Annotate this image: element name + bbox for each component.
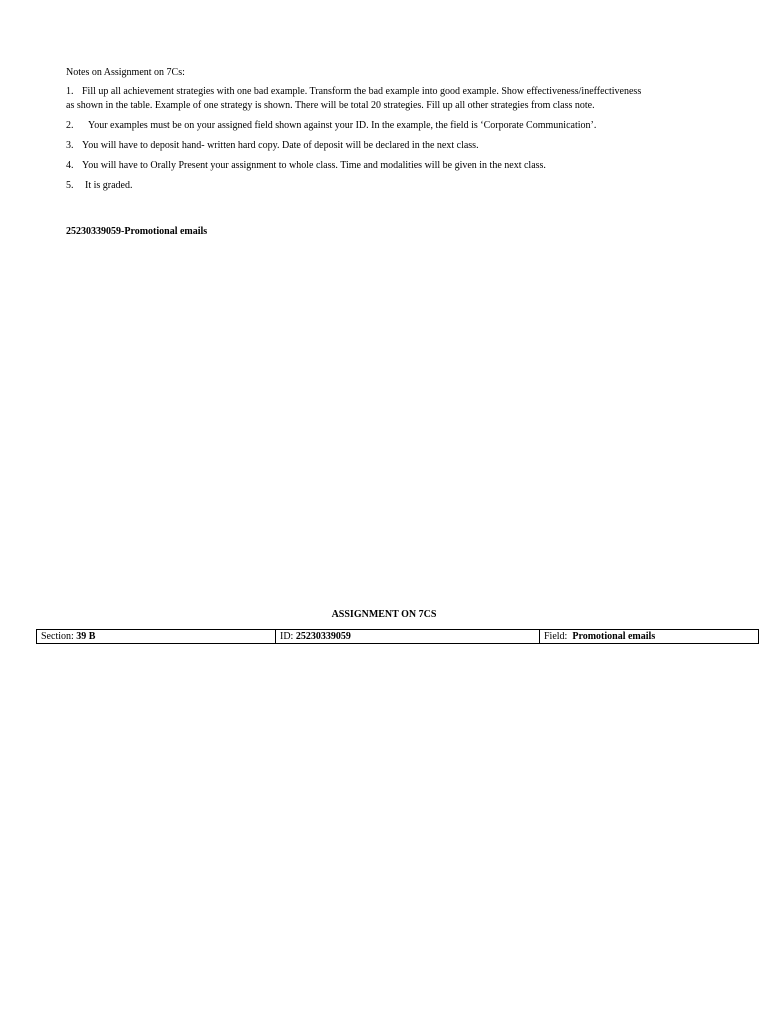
assignment-title: ASSIGNMENT ON 7CS [331,609,437,620]
note-text: You will have to Orally Present your assignment to whole class. Time and modalities will be given in the next class. [82,160,546,171]
section-label: Section: [41,631,74,642]
note-number: 1. [66,86,74,97]
assignment-info-table [36,629,759,644]
note-item-3 [66,139,706,153]
field-cell [540,630,759,644]
id-field-heading: 25230339059-Promotional emails [66,226,208,237]
note-text: It is graded. [85,180,133,191]
note-text: You will have to deposit hand- written hard copy. Date of deposit will be declared in the next class. [82,140,479,151]
note-item-4 [66,159,706,173]
note-text-continuation: as shown in the table. Example of one strategy is shown. There will be total 20 strategies. Fill up all other strategies from class note. [66,100,595,111]
note-item-2 [66,119,706,133]
note-number: 3. [66,140,74,151]
notes-title: Notes on Assignment on 7Cs: [66,67,185,78]
id-value: 25230339059 [295,631,351,642]
table-row [37,630,759,644]
note-number: 4. [66,160,74,171]
note-item-1 [66,85,706,113]
id-cell [276,630,540,644]
field-label: Field: [544,631,568,642]
id-label: ID: [280,631,294,642]
section-value: 39 B [76,631,96,642]
note-text: Fill up all achievement strategies with one bad example. Transform the bad example into good example. Show effectiveness/ineffectiveness [82,86,642,97]
note-text: Your examples must be on your assigned field shown against your ID. In the example, the field is ‘Corporate Communication’. [88,120,597,131]
field-value: Promotional emails [572,631,656,642]
assignment-notes [66,66,706,199]
note-item-5 [66,179,706,193]
section-cell [37,630,276,644]
note-number: 5. [66,180,74,191]
note-number: 2. [66,120,74,131]
